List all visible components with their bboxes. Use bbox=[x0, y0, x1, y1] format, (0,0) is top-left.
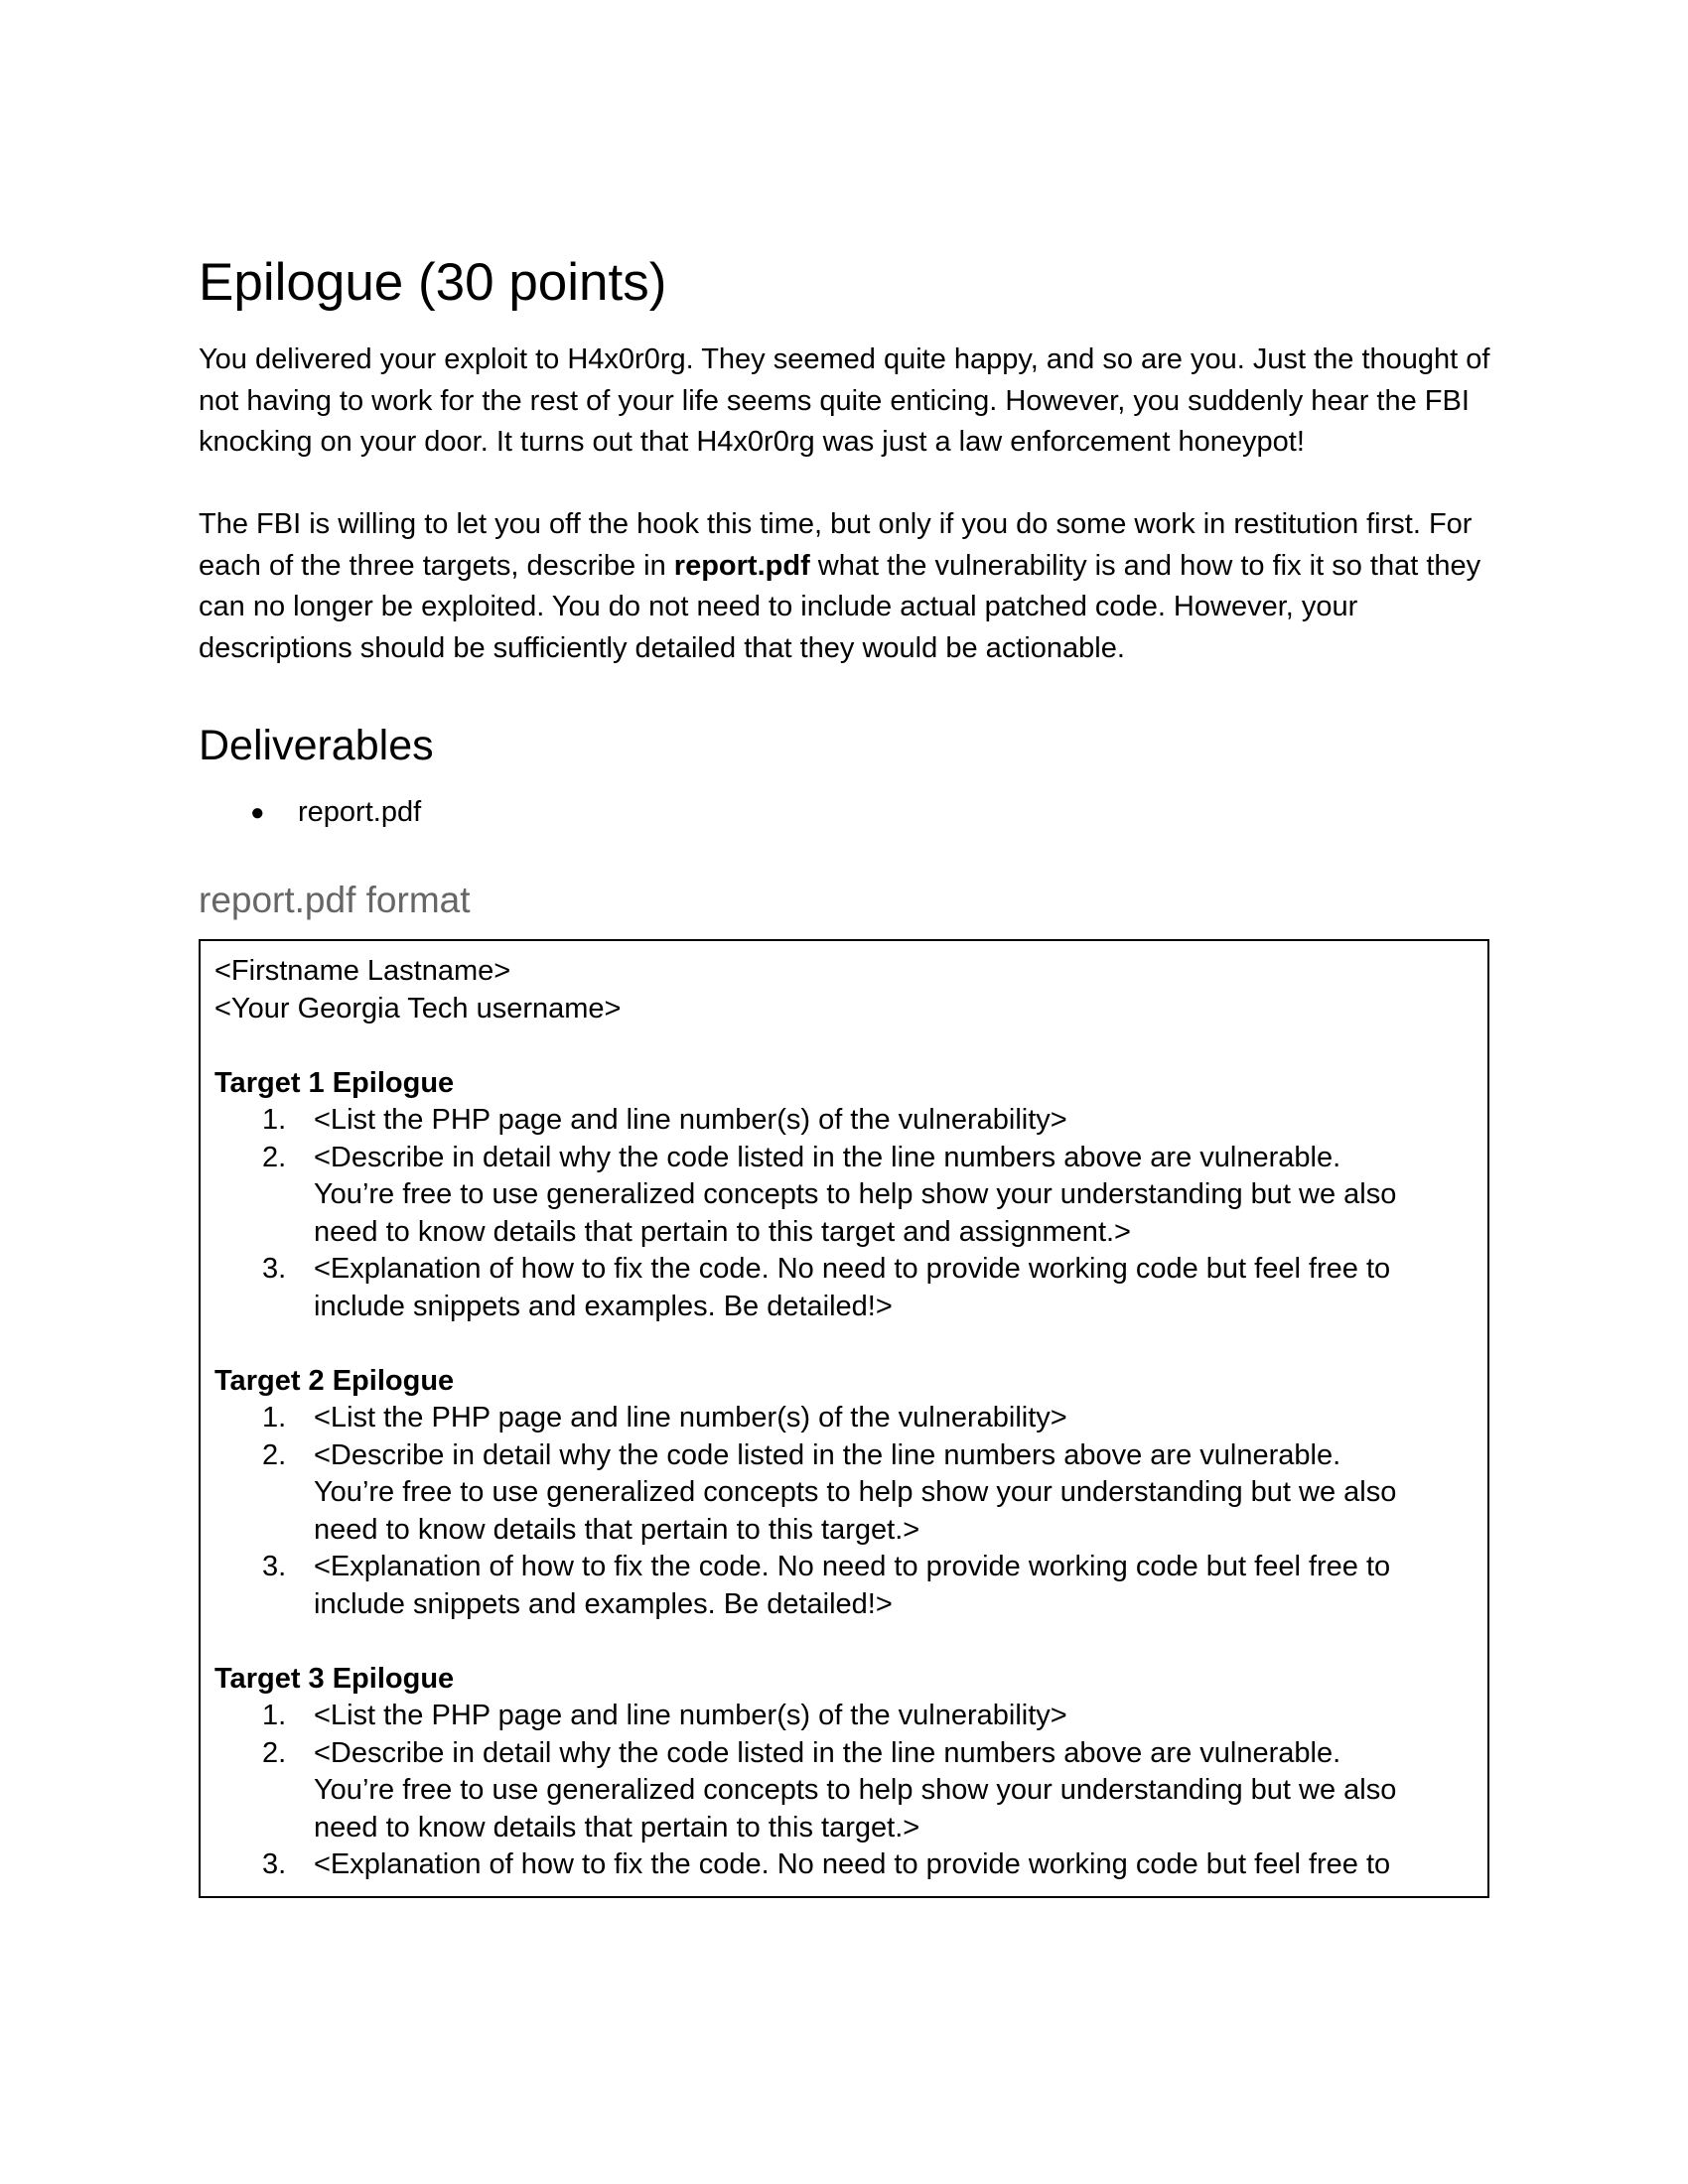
bullet-icon: ● bbox=[250, 799, 265, 826]
list-item-text-line: <Describe in detail why the code listed in the line numbers above are vulnerable. bbox=[314, 1438, 1341, 1471]
list-item-text-line: <Describe in detail why the code listed in the line numbers above are vulnerable. bbox=[314, 1141, 1341, 1173]
list-item bbox=[214, 1846, 1474, 1884]
list-item bbox=[214, 1400, 1474, 1437]
target-heading: Target 3 Epilogue bbox=[214, 1662, 455, 1695]
blank-line bbox=[214, 1027, 1474, 1065]
list-item-number: 1. bbox=[262, 1402, 287, 1433]
list-item-number: 1. bbox=[262, 1104, 287, 1136]
blank-line bbox=[214, 1325, 1474, 1363]
list-item-text-line: You’re free to use generalized concepts to help show your understanding but we also bbox=[314, 1476, 1397, 1508]
list-item bbox=[214, 1735, 1474, 1847]
intro-paragraph-1: You delivered your exploit to H4x0r0rg. They seemed quite happy, and so are you. Just the thought of not having to work for the rest of your life seems quite enticing. However, you suddenly hear the FBI knocking on your door. It turns out that H4x0r0rg was just a law enforcement honeypot! bbox=[199, 343, 1490, 458]
list-item-number: 2. bbox=[262, 1438, 287, 1471]
list-item bbox=[214, 1102, 1474, 1140]
target-numbered-list bbox=[214, 1698, 1474, 1884]
list-item-text-line: <Explanation of how to fix the code. No need to provide working code but feel free to bbox=[314, 1848, 1391, 1880]
username-placeholder: <Your Georgia Tech username> bbox=[214, 992, 622, 1024]
list-item-number: 1. bbox=[262, 1700, 287, 1731]
document-page bbox=[199, 248, 1494, 1898]
list-item-text-line: include snippets and examples. Be detailed!> bbox=[314, 1290, 893, 1322]
list-item-text-line: You’re free to use generalized concepts to help show your understanding but we also bbox=[314, 1774, 1397, 1806]
list-item-text-line: You’re free to use generalized concepts to help show your understanding but we also bbox=[314, 1178, 1397, 1210]
list-item-number: 3. bbox=[262, 1848, 287, 1880]
list-item bbox=[214, 1251, 1474, 1325]
page-title: Epilogue (30 points) bbox=[199, 253, 667, 312]
target-heading: Target 1 Epilogue bbox=[214, 1066, 455, 1099]
list-item-number: 2. bbox=[262, 1141, 287, 1173]
target-numbered-list bbox=[214, 1102, 1474, 1325]
list-item-text-line: <Explanation of how to fix the code. No need to provide working code but feel free to bbox=[314, 1253, 1391, 1285]
report-filename-bold: report.pdf bbox=[673, 549, 810, 582]
list-item-text-line: <List the PHP page and line number(s) of the vulnerability> bbox=[314, 1700, 1067, 1731]
deliverable-item-label: report.pdf bbox=[298, 796, 422, 828]
list-item-number: 2. bbox=[262, 1736, 287, 1769]
list-item-number: 3. bbox=[262, 1253, 287, 1285]
deliverables-heading: Deliverables bbox=[199, 722, 434, 769]
list-item-number: 3. bbox=[262, 1551, 287, 1582]
intro-paragraph-2 bbox=[199, 504, 1494, 669]
blank-line bbox=[214, 1623, 1474, 1661]
list-item bbox=[214, 1698, 1474, 1735]
list-item-text-line: include snippets and examples. Be detailed!> bbox=[314, 1587, 893, 1620]
target-numbered-list bbox=[214, 1400, 1474, 1623]
targets-container bbox=[214, 1027, 1474, 1884]
name-placeholder: <Firstname Lastname> bbox=[214, 955, 511, 987]
list-item-text-line: need to know details that pertain to this target.> bbox=[314, 1811, 920, 1843]
list-item-text-line: need to know details that pertain to this target.> bbox=[314, 1513, 920, 1546]
intro-paragraph-2-end: what the vulnerability is and how to fix it so that they can no longer be exploited. You do not need to include actual patched code. However, your descriptions should be sufficiently detailed that they would be actionable. bbox=[199, 549, 1481, 664]
report-format-heading: report.pdf format bbox=[199, 880, 471, 920]
list-item bbox=[214, 1549, 1474, 1623]
list-item-text-line: <List the PHP page and line number(s) of the vulnerability> bbox=[314, 1104, 1067, 1136]
intro-paragraph-2-start: The FBI is willing to let you off the hook this time, but only if you do some work in restitution first. For each of the three targets, describe in bbox=[199, 508, 1473, 582]
list-item-text-line: <Describe in detail why the code listed in the line numbers above are vulnerable. bbox=[314, 1736, 1341, 1769]
list-item bbox=[214, 1140, 1474, 1252]
list-item-text-line: <List the PHP page and line number(s) of the vulnerability> bbox=[314, 1402, 1067, 1433]
report-format-box bbox=[199, 939, 1489, 1898]
list-item-text-line: need to know details that pertain to this target and assignment.> bbox=[314, 1215, 1131, 1248]
deliverable-item bbox=[199, 792, 1494, 833]
list-item bbox=[214, 1437, 1474, 1550]
list-item-text-line: <Explanation of how to fix the code. No need to provide working code but feel free to bbox=[314, 1551, 1391, 1582]
deliverables-list bbox=[199, 792, 1494, 833]
target-heading: Target 2 Epilogue bbox=[214, 1364, 455, 1397]
